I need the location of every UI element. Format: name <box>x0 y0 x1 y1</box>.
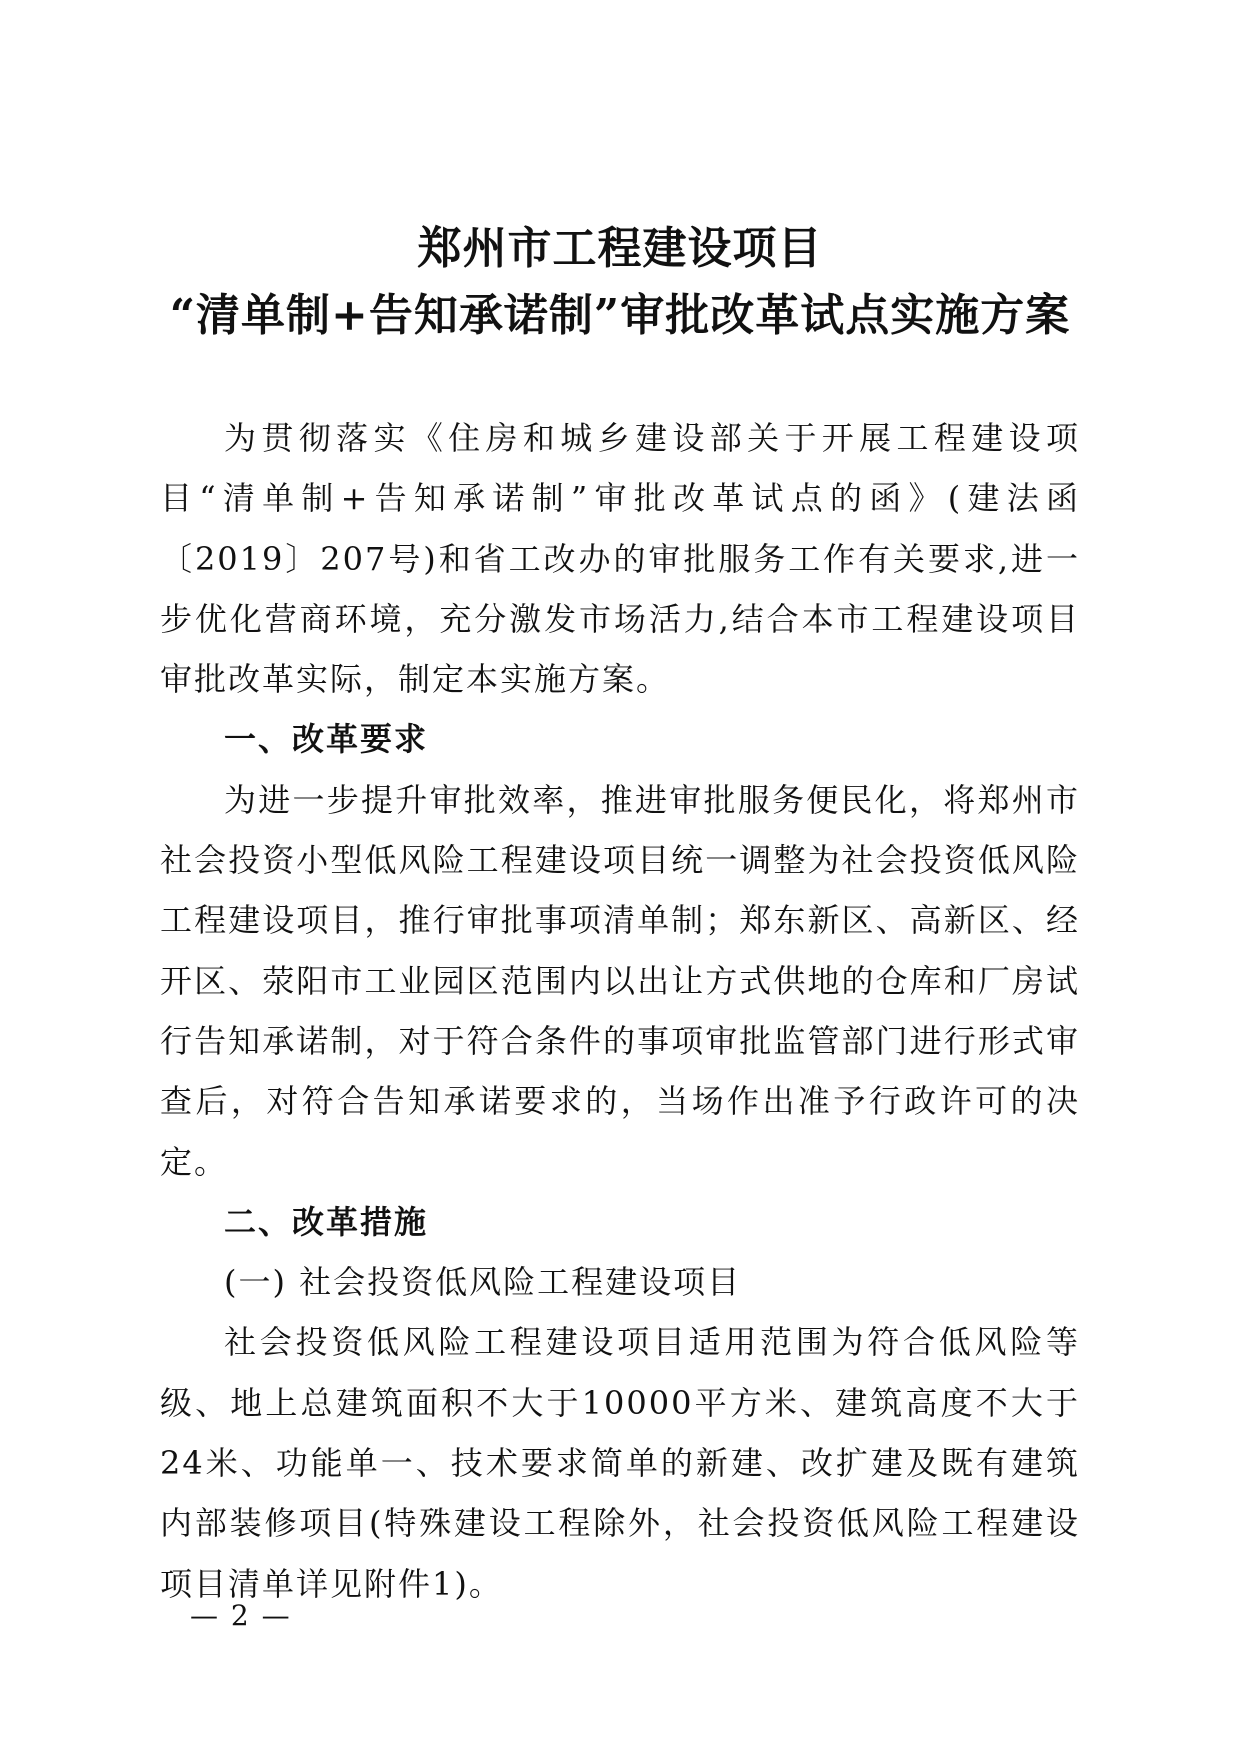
section-2-heading: 二、改革措施 <box>224 1202 429 1241</box>
intro-paragraph: 为贯彻落实《住房和城乡建设部关于开展工程建设项目“清单制+告知承诺制”审批改革试点的函》(建法函〔2019〕207号)和省工改办的审批服务工作有关要求,进一步优化营商环境，充分激发市场活力,结合本市工程建设项目审批改革实际，制定本实施方案。 <box>160 419 1080 699</box>
section-1-heading: 一、改革要求 <box>224 720 429 759</box>
document-body <box>160 408 1080 1614</box>
page-number: — 2 — <box>190 1599 292 1632</box>
document-title-line-2: “清单制+告知承诺制”审批改革试点实施方案 <box>169 290 1071 341</box>
subsection-1-heading: (一) 社会投资低风险工程建设项目 <box>224 1263 742 1302</box>
subsection-1-paragraph: 社会投资低风险工程建设项目适用范围为符合低风险等级、地上总建筑面积不大于10000平方米、建筑高度不大于24米、功能单一、技术要求简单的新建、改扩建及既有建筑内部装修项目(特殊建设工程除外，社会投资低风险工程建设项目清单详见附件1)。 <box>160 1323 1080 1603</box>
section-1-paragraph: 为进一步提升审批效率，推进审批服务便民化，将郑州市社会投资小型低风险工程建设项目统一调整为社会投资低风险工程建设项目，推行审批事项清单制；郑东新区、高新区、经开区、荥阳市工业园区范围内以出让方式供地的仓库和厂房试行告知承诺制，对于符合条件的事项审批监管部门进行形式审查后，对符合告知承诺要求的，当场作出准予行政许可的决定。 <box>160 780 1080 1181</box>
document-title-line-1: 郑州市工程建设项目 <box>417 223 823 274</box>
